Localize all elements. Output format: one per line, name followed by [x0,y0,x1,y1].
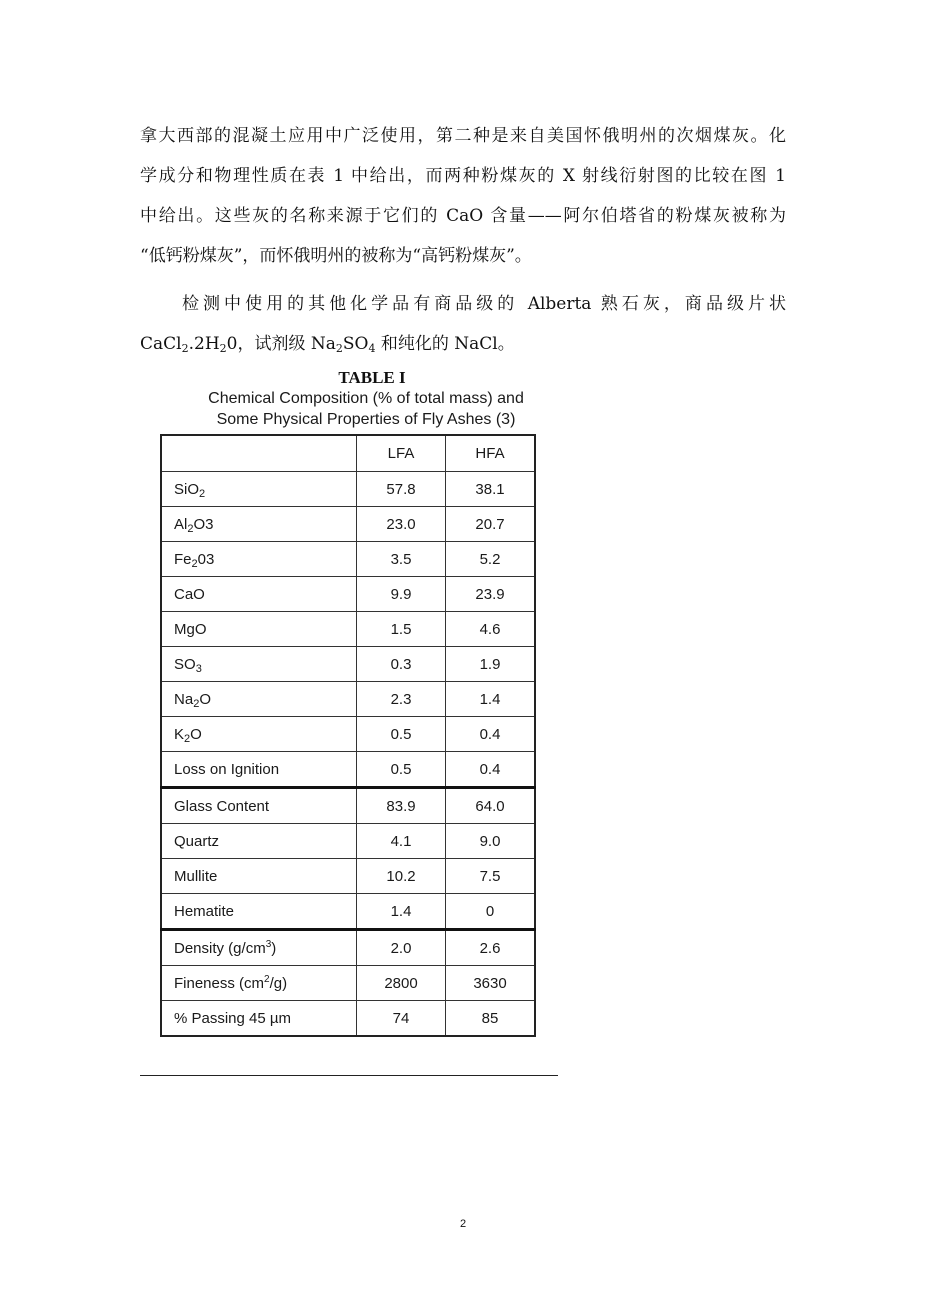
row-label-text: Loss on Ignition [174,760,280,778]
row-label [161,717,357,752]
row-label-text: Na [174,690,194,708]
row-label [161,752,357,788]
hfa-value: 0.4 [446,717,536,752]
lfa-value: 1.5 [357,612,446,647]
hfa-value: 20.7 [446,507,536,542]
lfa-value: 2800 [357,966,446,1001]
table-row [161,612,535,647]
row-label [161,682,357,717]
row-label-subscript: 2 [187,522,194,535]
lfa-value: 23.0 [357,507,446,542]
lfa-value: 9.9 [357,577,446,612]
row-label [161,647,357,682]
hfa-value: 5.2 [446,542,536,577]
column-header: LFA [357,435,446,472]
hfa-value: 2.6 [446,930,536,966]
row-label [161,788,357,824]
hfa-value: 4.6 [446,612,536,647]
table-row [161,717,535,752]
row-label-text: ) [271,939,277,957]
table-caption-line2: Some Physical Properties of Fly Ashes (3) [216,411,516,428]
hfa-value: 85 [446,1001,536,1037]
paragraph-2-line [140,324,786,364]
fly-ash-table [160,434,536,1037]
row-label [161,577,357,612]
lfa-value: 10.2 [357,859,446,894]
table-row [161,859,535,894]
row-label-text: O3 [193,515,214,533]
lfa-value: 74 [357,1001,446,1037]
row-label-text: O [199,690,211,708]
row-label-text: Al [174,515,188,533]
table-row [161,930,535,966]
table-row [161,472,535,507]
column-header: HFA [446,435,536,472]
table-row [161,824,535,859]
table-row [161,966,535,1001]
chem-text: .2H [188,334,220,354]
row-label-text: Quartz [174,832,220,850]
hfa-value: 0 [446,894,536,930]
lfa-value: 1.4 [357,894,446,930]
chem-text: CaCl [140,334,182,354]
paragraph-1-line: 拿大西部的混凝土应用中广泛使用，第二种是来自美国怀俄明州的次烟煤灰。化 [140,126,786,146]
row-label-superscript: 2 [264,973,270,985]
row-label-text: Fe [174,550,192,568]
row-label-text: Mullite [174,867,218,885]
row-label [161,542,357,577]
lfa-value: 2.3 [357,682,446,717]
hfa-value: 1.4 [446,682,536,717]
row-label-subscript: 2 [184,732,191,745]
table-row [161,894,535,930]
lfa-value: 57.8 [357,472,446,507]
lfa-value: 0.5 [357,752,446,788]
row-label [161,859,357,894]
row-label-subscript: 3 [195,662,202,675]
row-label-subscript: 2 [199,487,206,500]
row-label-text: MgO [174,620,207,638]
row-label-text: 03 [197,550,215,568]
table-row [161,682,535,717]
table-row [161,752,535,788]
row-label [161,894,357,930]
page-number: 2 [459,1218,467,1230]
hfa-value: 64.0 [446,788,536,824]
chem-sub: 4 [368,342,376,355]
row-label-subscript: 2 [193,697,200,710]
row-label [161,1001,357,1037]
table-row [161,647,535,682]
chem-sub: 2 [219,342,227,355]
row-label-text: /g) [269,974,288,992]
chem-text: 和纯化的 NaCl。 [375,334,515,354]
hfa-value: 1.9 [446,647,536,682]
hfa-value: 9.0 [446,824,536,859]
table-row [161,577,535,612]
lfa-value: 2.0 [357,930,446,966]
table-row [161,1001,535,1037]
paragraph-1 [140,116,786,276]
hfa-value: 0.4 [446,752,536,788]
table-row [161,788,535,824]
row-label-text: SO [174,655,196,673]
table-figure [160,368,556,1027]
row-label-text: Density (g/cm [174,939,266,957]
row-label [161,824,357,859]
chem-sub: 2 [335,342,343,355]
lfa-value: 83.9 [357,788,446,824]
row-label-text: % Passing 45 µm [174,1009,292,1027]
row-label-text: CaO [174,585,205,603]
row-label-text: O [190,725,202,743]
hfa-value: 7.5 [446,859,536,894]
lfa-value: 4.1 [357,824,446,859]
paragraph-1-line: 学成分和物理性质在表 1 中给出，而两种粉煤灰的 X 射线衍射图的比较在图 1 [140,166,786,186]
hfa-value: 23.9 [446,577,536,612]
lfa-value: 0.5 [357,717,446,752]
table-title: TABLE I [338,368,406,387]
table-header-row [161,435,535,472]
chem-sub: 2 [181,342,189,355]
chem-text: SO [342,334,369,354]
row-label-superscript: 3 [265,938,272,950]
paragraph-2 [140,284,786,364]
footnote-rule [140,1075,558,1076]
paragraph-2-line1-text: 检测中使用的其他化学品有商品级的 Alberta 熟石灰，商品级片状 [178,294,786,314]
hfa-value: 38.1 [446,472,536,507]
row-label [161,472,357,507]
paragraph-1-line: 中给出。这些灰的名称来源于它们的 CaO 含量——阿尔伯塔省的粉煤灰被称为 [140,206,786,226]
row-label-text: Hematite [174,902,235,920]
table-row [161,507,535,542]
row-label-text: SiO [174,480,200,498]
chem-text: 0，试剂级 Na [226,334,336,354]
paragraph-2-line [140,284,786,324]
lfa-value: 3.5 [357,542,446,577]
hfa-value: 3630 [446,966,536,1001]
row-label-subscript: 2 [191,557,198,570]
row-label [161,612,357,647]
row-label-text: Fineness (cm [174,974,265,992]
table-row [161,542,535,577]
table-caption-line1: Chemical Composition (% of total mass) and [208,390,524,407]
row-label [161,507,357,542]
row-label [161,930,357,966]
column-header [161,435,357,472]
row-label-text: K [174,725,185,743]
paragraph-1-line: “低钙粉煤灰”，而怀俄明州的被称为“高钙粉煤灰”。 [140,246,532,266]
lfa-value: 0.3 [357,647,446,682]
row-label [161,966,357,1001]
row-label-text: Glass Content [174,797,270,815]
